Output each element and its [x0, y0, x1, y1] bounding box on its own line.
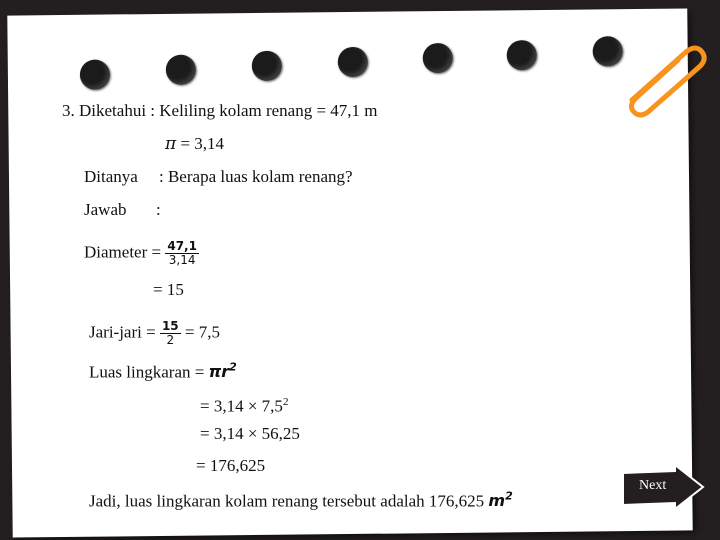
- binder-hole: [252, 51, 282, 81]
- area-formula: $\pi r^2$: [208, 361, 237, 382]
- area-line: [89, 358, 237, 382]
- ditanya-text: : Berapa luas kolam renang?: [159, 167, 353, 186]
- calc-step-2: = 3,14 × 56,25: [200, 424, 300, 443]
- paper-sheet: [7, 8, 692, 537]
- calc-step-3: = 176,625: [196, 456, 266, 475]
- next-button[interactable]: [619, 464, 705, 510]
- radius-result: = 7,5: [184, 322, 220, 342]
- paperclip-icon: [620, 38, 710, 118]
- binder-hole: [507, 40, 537, 70]
- pi-value: = 3,14: [180, 134, 225, 153]
- radius-label: Jari-jari =: [89, 322, 156, 342]
- binder-hole: [166, 55, 196, 85]
- next-label: Next: [639, 478, 667, 493]
- radius-numerator: 15: [161, 319, 179, 333]
- binder-hole: [80, 60, 110, 90]
- pi-line: [165, 134, 224, 154]
- ditanya-label: Ditanya: [84, 167, 138, 186]
- conclusion: Jadi, luas lingkaran kolam renang tersebut adalah 176,625 $m^2$: [89, 490, 513, 511]
- area-label: Luas lingkaran =: [89, 362, 205, 382]
- diameter-line: [84, 240, 199, 267]
- diameter-label: Diameter =: [84, 242, 162, 262]
- pi-symbol: π: [165, 134, 177, 154]
- diameter-numerator: 47,1: [167, 239, 197, 253]
- jawab-label: Jawab: [84, 200, 127, 219]
- radius-denominator: 2: [166, 333, 175, 347]
- diameter-denominator: 3,14: [168, 253, 196, 267]
- radius-fraction: [160, 320, 181, 347]
- calc-step-1: = $3,14 \times 7,5^2$: [200, 396, 289, 416]
- diameter-result: = 15: [153, 280, 184, 299]
- binder-hole: [593, 36, 623, 66]
- binder-hole: [338, 47, 368, 77]
- binder-hole: [423, 43, 453, 73]
- diameter-fraction: [165, 240, 199, 267]
- radius-line: [89, 320, 220, 347]
- known-line: 3. Diketahui : Keliling kolam renang = 47,1 m: [62, 101, 378, 120]
- jawab-colon: :: [156, 200, 161, 219]
